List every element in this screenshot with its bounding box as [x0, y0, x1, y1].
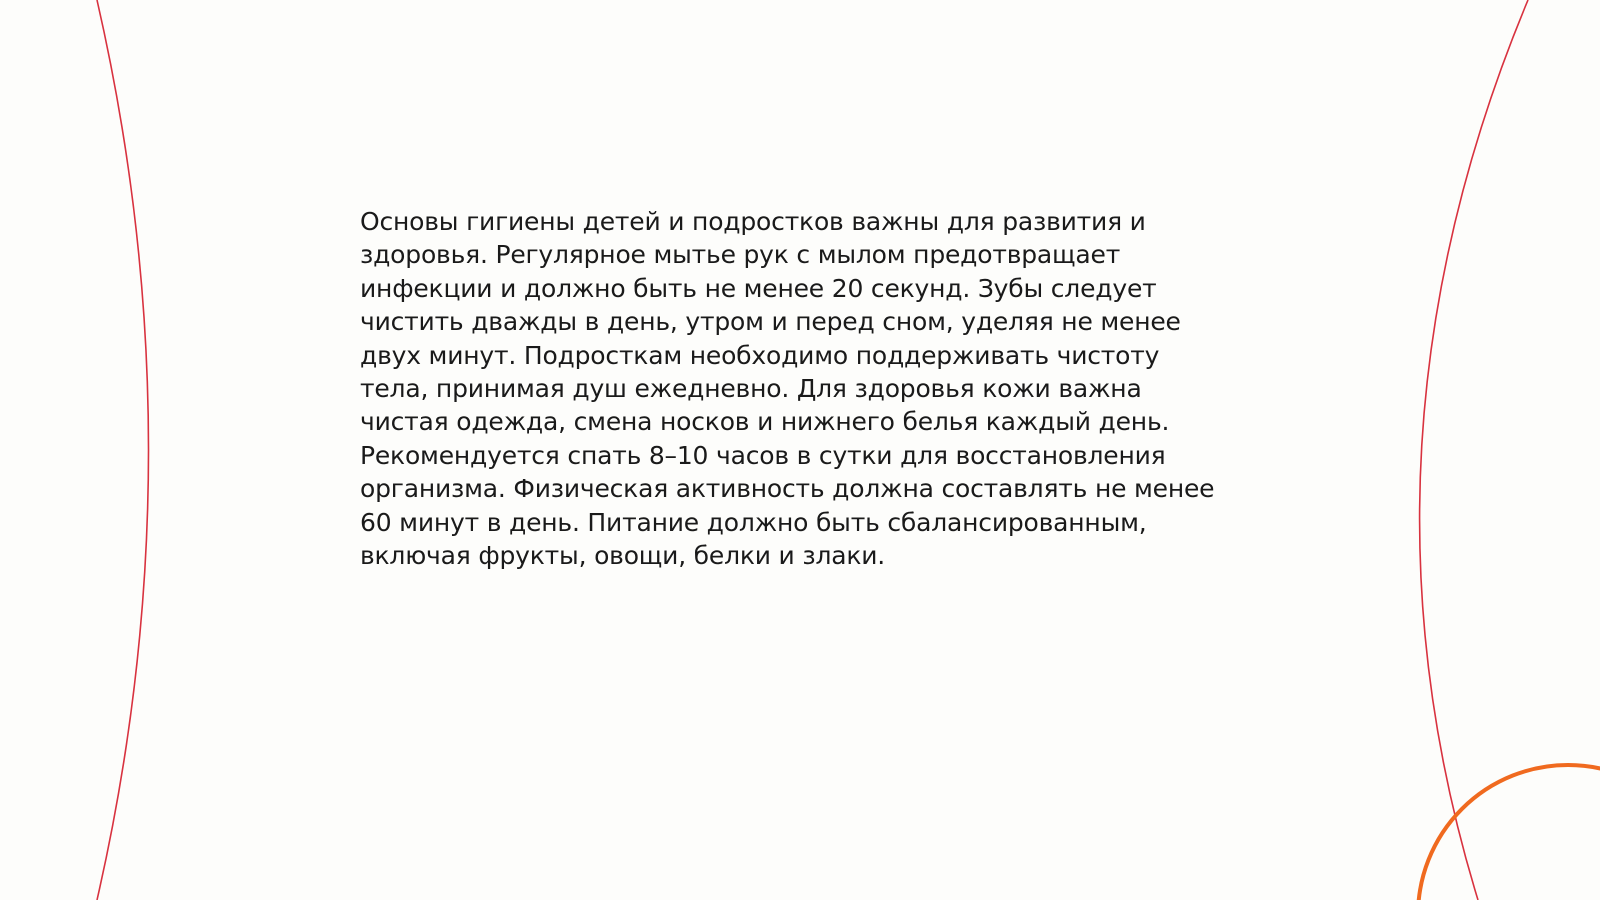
right-red-arc [1420, 0, 1528, 900]
left-red-arc [97, 0, 149, 900]
slide-body-text: Основы гигиены детей и подростков важны для развития и здоровья. Регулярное мытье рук с мылом предотвращает инфекции и должно быть не менее 20 секунд. Зубы следует чистить дважды в день, утром и перед сном, уделяя не менее двух минут. Подросткам необходимо поддерживать чистоту тела, принимая душ ежедневно. Для здоровья кожи важна чистая одежда, смена носков и нижнего белья каждый день. Рекомендуется спать 8–10 часов в сутки для восстановления организма. Физическая активность должна составлять не менее 60 минут в день. Питание должно быть сбалансированным, включая фрукты, овощи, белки и злаки. [360, 207, 1215, 571]
orange-circle-arc [1418, 765, 1600, 900]
